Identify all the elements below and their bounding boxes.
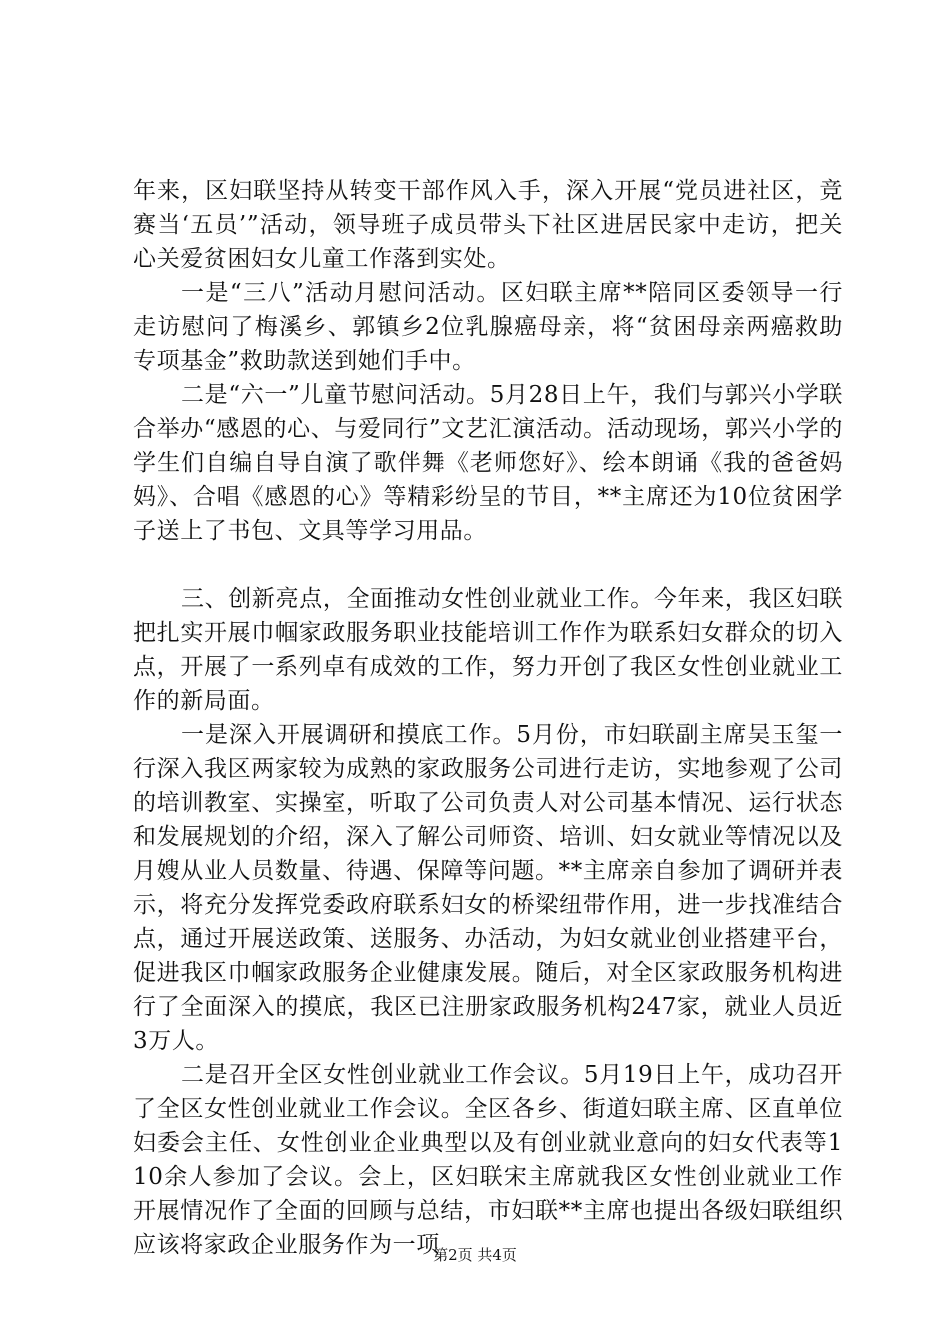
document-body <box>133 174 843 1262</box>
paragraph-2: 一是“三八”活动月慰问活动。区妇联主席**陪同区委领导一行走访慰问了梅溪乡、郭镇乡2位乳腺癌母亲，将“贫困母亲两癌救助专项基金”救助款送到她们手中。 <box>133 280 843 374</box>
page-number-footer: 第2页 共4页 <box>433 1246 517 1264</box>
paragraph-1: 年来，区妇联坚持从转变干部作风入手，深入开展“党员进社区，竞赛当‘五员’”活动，领导班子成员带头下社区进居民家中走访，把关心关爱贫困妇女儿童工作落到实处。 <box>133 178 843 272</box>
paragraph-4-section-heading: 三、创新亮点，全面推动女性创业就业工作。今年来，我区妇联把扎实开展巾帼家政服务职业技能培训工作作为联系妇女群众的切入点，开展了一系列卓有成效的工作，努力开创了我区女性创业就业工作的新局面。 <box>133 586 843 714</box>
paragraph-6: 二是召开全区女性创业就业工作会议。5月19日上午，成功召开了全区女性创业就业工作会议。全区各乡、街道妇联主席、区直单位妇委会主任、女性创业企业典型以及有创业就业意向的妇女代表等110余人参加了会议。会上，区妇联宋主席就我区女性创业就业工作开展情况作了全面的回顾与总结，市妇联**主席也提出各级妇联组织应该将家政企业服务作为一项 <box>133 1062 843 1258</box>
paragraph-3: 二是“六一”儿童节慰问活动。5月28日上午，我们与郭兴小学联合举办“感恩的心、与爱同行”文艺汇演活动。活动现场，郭兴小学的学生们自编自导自演了歌伴舞《老师您好》、绘本朗诵《我的爸爸妈妈》、合唱《感恩的心》等精彩纷呈的节目，**主席还为10位贫困学子送上了书包、文具等学习用品。 <box>133 382 843 544</box>
paragraph-5: 一是深入开展调研和摸底工作。5月份，市妇联副主席吴玉玺一行深入我区两家较为成熟的家政服务公司进行走访，实地参观了公司的培训教室、实操室，听取了公司负责人对公司基本情况、运行状态和发展规划的介绍，深入了解公司师资、培训、妇女就业等情况以及月嫂从业人员数量、待遇、保障等问题。**主席亲自参加了调研并表示，将充分发挥党委政府联系妇女的桥梁纽带作用，进一步找准结合点，通过开展送政策、送服务、办活动，为妇女就业创业搭建平台，促进我区巾帼家政服务企业健康发展。随后，对全区家政服务机构进行了全面深入的摸底，我区已注册家政服务机构247家，就业人员近3万人。 <box>133 722 843 1054</box>
